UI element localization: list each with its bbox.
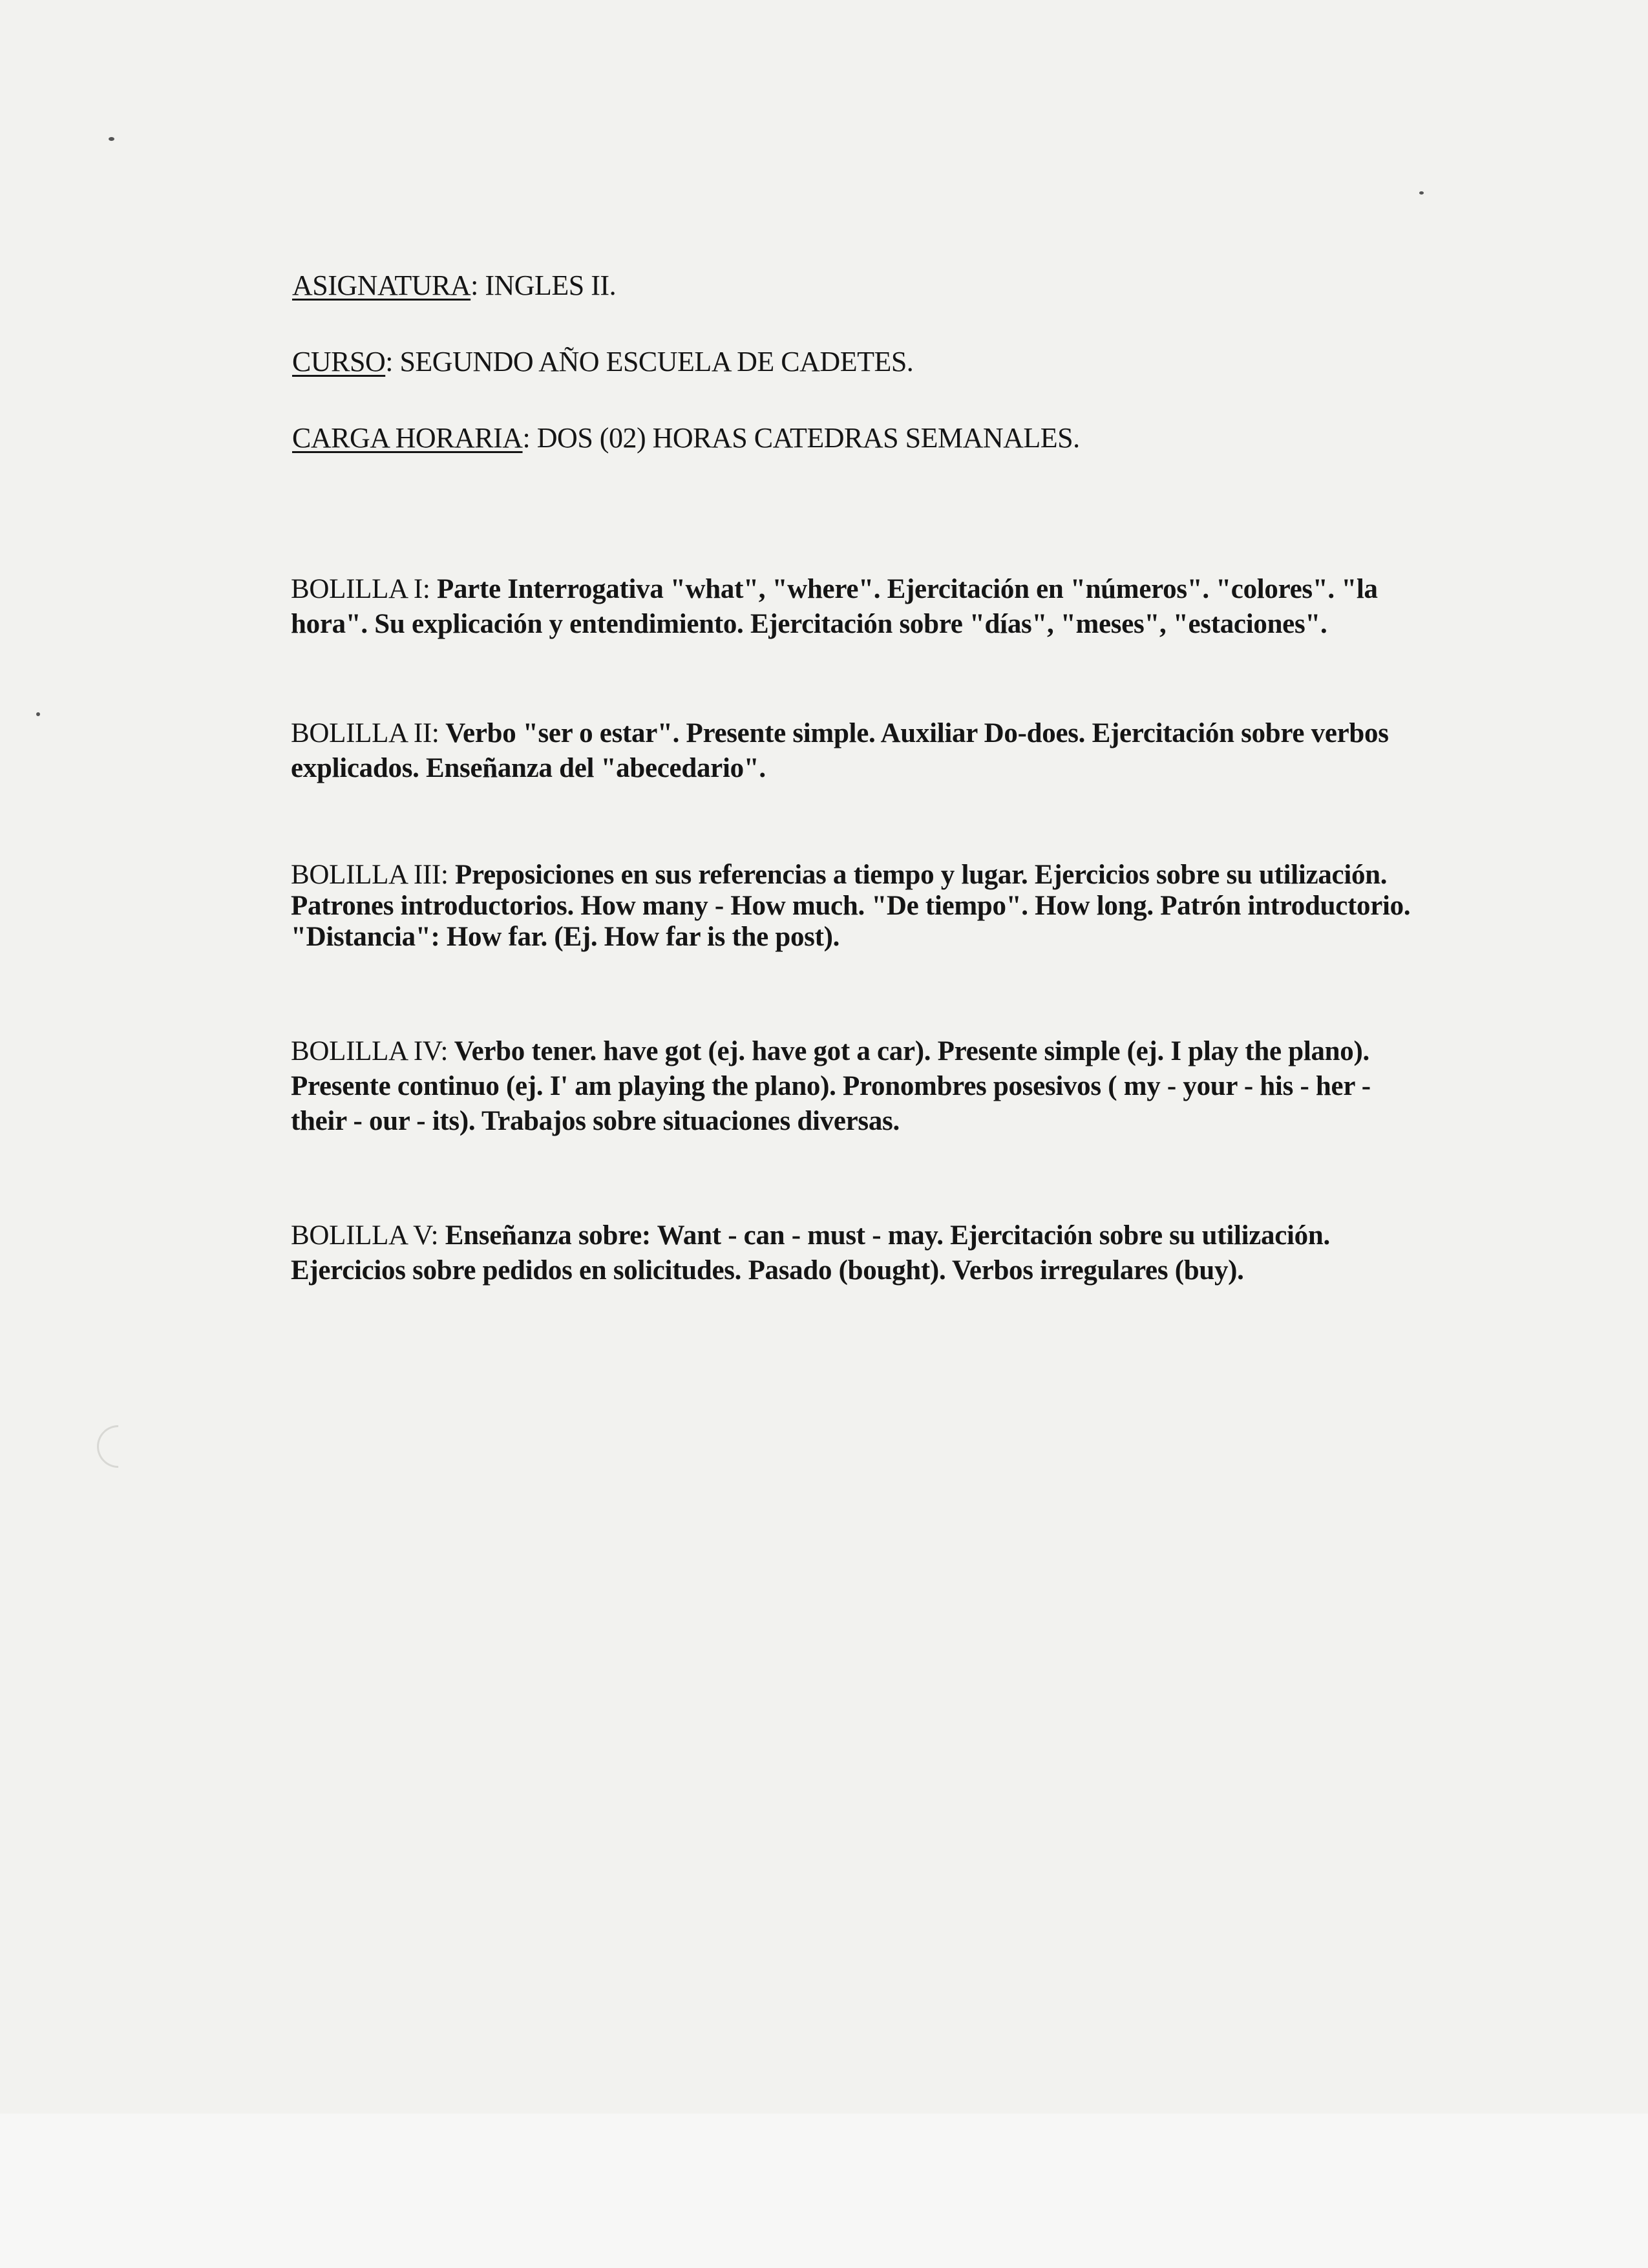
topic-lead: BOLILLA V: — [291, 1220, 439, 1251]
topic-line: hora". Su explicación y entendimiento. Ejercitación sobre "días", "meses", "estaciones". — [291, 609, 1327, 639]
course-value: : SEGUNDO AÑO ESCUELA DE CADETES. — [385, 346, 914, 377]
topic-bolilla-5 — [291, 1218, 1548, 1288]
topic-bolilla-4 — [291, 1034, 1548, 1139]
subject-line — [292, 271, 1520, 300]
topic-lead: BOLILLA I: — [291, 574, 430, 604]
topic-line: Patrones introductorios. How many - How much. "De tiempo". How long. Patrón introductorio. — [291, 891, 1411, 921]
subject-key: ASIGNATURA — [292, 270, 471, 301]
topic-line: Presente continuo (ej. I' am playing the plano). Pronombres posesivos ( my - your - his - her - — [291, 1071, 1371, 1101]
topic-text: Verbo tener. have got (ej. have got a car). Presente simple (ej. I play the plano). — [448, 1036, 1369, 1066]
topic-bolilla-1 — [291, 572, 1548, 642]
subject-value: : INGLES II. — [470, 270, 617, 301]
scan-speck — [109, 137, 114, 141]
scan-bottom-band — [0, 2114, 1648, 2268]
topic-text: Preposiciones en sus referencias a tiempo y lugar. Ejercicios sobre su utilización. — [448, 860, 1388, 890]
topic-line — [291, 716, 1548, 751]
topic-text: Verbo "ser o estar". Presente simple. Auxiliar Do-does. Ejercitación sobre verbos — [439, 718, 1389, 748]
topic-line — [291, 1034, 1548, 1069]
topic-lead: BOLILLA III: — [291, 860, 449, 890]
topic-line: "Distancia": How far. (Ej. How far is the post). — [291, 922, 840, 952]
hours-key: CARGA HORARIA — [292, 422, 523, 454]
topic-bolilla-2 — [291, 716, 1548, 786]
hours-line — [292, 424, 1520, 452]
hours-value: : DOS (02) HORAS CATEDRAS SEMANALES. — [522, 422, 1080, 454]
topic-lead: BOLILLA IV: — [291, 1036, 449, 1066]
scan-speck — [1419, 191, 1424, 195]
topic-line: explicados. Enseñanza del "abecedario". — [291, 753, 766, 783]
course-line — [292, 348, 1520, 376]
course-key: CURSO — [292, 346, 386, 377]
topic-line: their - our - its). Trabajos sobre situaciones diversas. — [291, 1106, 900, 1136]
topic-text: Parte Interrogativa "what", "where". Ejercitación en "números". "colores". "la — [430, 574, 1378, 604]
topic-text: Enseñanza sobre: Want - can - must - may. Ejercitación sobre su utilización. — [438, 1220, 1330, 1251]
topic-lead: BOLILLA II: — [291, 718, 439, 748]
topic-line — [291, 1218, 1548, 1253]
topic-line: Ejercicios sobre pedidos en solicitudes. Pasado (bought). Verbos irregulares (buy). — [291, 1255, 1244, 1286]
scan-speck — [36, 712, 40, 716]
topic-line — [291, 572, 1548, 607]
topic-line — [291, 860, 1548, 891]
course-header — [292, 271, 1520, 500]
topic-bolilla-3 — [291, 860, 1548, 953]
